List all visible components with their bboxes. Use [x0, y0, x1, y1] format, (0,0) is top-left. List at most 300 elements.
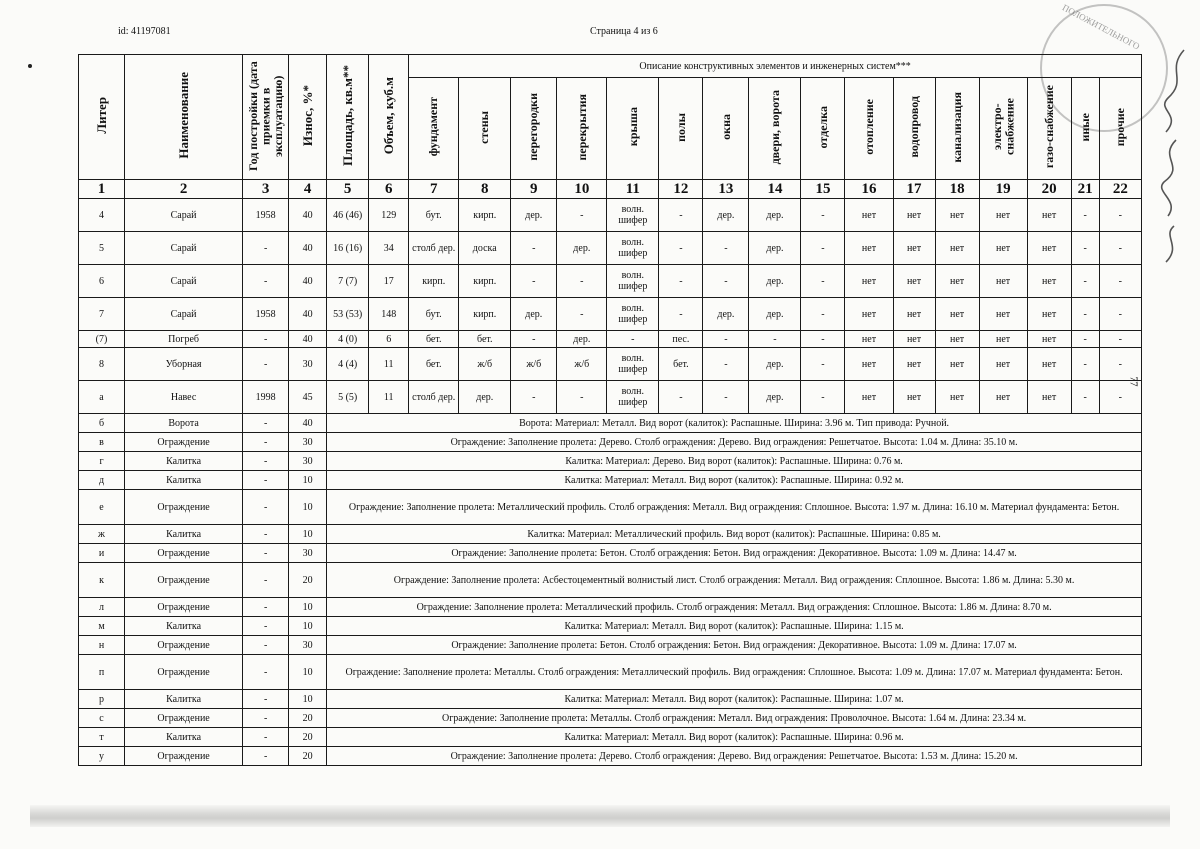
table-cell: -: [1099, 199, 1141, 232]
table-cell: нет: [845, 348, 893, 381]
table-cell: 8: [79, 348, 125, 381]
table-row: [79, 598, 1142, 617]
table-cell: Калитка: [125, 617, 243, 636]
column-number: 15: [801, 180, 845, 199]
col-floors-ceiling: перекрытия: [557, 78, 607, 180]
table-cell: волн. шифер: [607, 232, 659, 265]
table-cell: -: [243, 709, 289, 728]
table-row: [79, 433, 1142, 452]
table-cell: -: [1099, 265, 1141, 298]
table-cell: 10: [289, 617, 327, 636]
table-cell: 5 (5): [327, 381, 369, 414]
description-cell: Калитка: Материал: Металл. Вид ворот (калиток): Распашные. Ширина: 0.96 м.: [327, 728, 1142, 747]
table-cell: -: [243, 414, 289, 433]
table-cell: нет: [935, 298, 979, 331]
col-walls: стены: [459, 78, 511, 180]
col-liter: Литер: [79, 55, 125, 180]
table-cell: (7): [79, 331, 125, 348]
side-page-note: 77: [1127, 376, 1139, 387]
table-cell: -: [659, 381, 703, 414]
table-cell: -: [243, 490, 289, 525]
table-row: [79, 298, 1142, 331]
column-number: 5: [327, 180, 369, 199]
table-cell: кирп.: [459, 265, 511, 298]
table-cell: дер.: [749, 381, 801, 414]
table-cell: 20: [289, 728, 327, 747]
table-cell: ж/б: [557, 348, 607, 381]
column-number: 2: [125, 180, 243, 199]
table-cell: -: [243, 544, 289, 563]
table-cell: -: [243, 433, 289, 452]
table-cell: -: [703, 381, 749, 414]
table-cell: дер.: [749, 199, 801, 232]
description-cell: Калитка: Материал: Металл. Вид ворот (калиток): Распашные. Ширина: 1.15 м.: [327, 617, 1142, 636]
col-misc: прочие: [1099, 78, 1141, 180]
table-cell: -: [243, 728, 289, 747]
table-cell: нет: [893, 331, 935, 348]
table-row: [79, 655, 1142, 690]
table-row: [79, 414, 1142, 433]
column-number: 10: [557, 180, 607, 199]
table-row: [79, 232, 1142, 265]
table-row: [79, 728, 1142, 747]
table-cell: 6: [79, 265, 125, 298]
table-cell: нет: [935, 232, 979, 265]
col-year: Год постройки (дата приемки в эксплуатацию): [243, 55, 289, 180]
table-cell: 40: [289, 414, 327, 433]
table-cell: 30: [289, 636, 327, 655]
table-cell: -: [1099, 232, 1141, 265]
col-gas: газо-снабжение: [1027, 78, 1071, 180]
table-cell: 30: [289, 433, 327, 452]
table-cell: -: [511, 265, 557, 298]
table-cell: бет.: [409, 331, 459, 348]
description-cell: Калитка: Материал: Металлический профиль. Вид ворот (калиток): Распашные. Ширина: 0.85 м.: [327, 525, 1142, 544]
description-cell: Ограждение: Заполнение пролета: Дерево. Столб ограждения: Дерево. Вид ограждения: Решетчатое. Высота: 1.53 м. Длина: 15.20 м.: [327, 747, 1142, 766]
table-cell: нет: [1027, 298, 1071, 331]
table-cell: -: [557, 199, 607, 232]
table-cell: -: [243, 747, 289, 766]
col-roof: крыша: [607, 78, 659, 180]
table-cell: 10: [289, 655, 327, 690]
page-number: Страница 4 из 6: [590, 26, 658, 37]
table-cell: а: [79, 381, 125, 414]
table-cell: нет: [979, 232, 1027, 265]
table-cell: 10: [289, 525, 327, 544]
description-cell: Ограждение: Заполнение пролета: Бетон. Столб ограждения: Бетон. Вид ограждения: Декоративное. Высота: 1.09 м. Длина: 14.47 м.: [327, 544, 1142, 563]
table-cell: в: [79, 433, 125, 452]
table-cell: -: [557, 381, 607, 414]
table-cell: 40: [289, 298, 327, 331]
col-water: водопровод: [893, 78, 935, 180]
table-cell: 40: [289, 265, 327, 298]
table-cell: -: [1099, 298, 1141, 331]
table-cell: нет: [935, 381, 979, 414]
table-cell: Сарай: [125, 199, 243, 232]
inventory-table: [78, 54, 1142, 766]
table-cell: дер.: [459, 381, 511, 414]
column-number: 1: [79, 180, 125, 199]
table-cell: -: [243, 617, 289, 636]
col-other: иные: [1071, 78, 1099, 180]
table-cell: Ворота: [125, 414, 243, 433]
table-cell: 34: [369, 232, 409, 265]
table-cell: ж/б: [511, 348, 557, 381]
table-cell: нет: [893, 199, 935, 232]
table-cell: 45: [289, 381, 327, 414]
table-cell: 11: [369, 381, 409, 414]
table-cell: нет: [935, 348, 979, 381]
col-area: Площадь, кв.м**: [327, 55, 369, 180]
table-cell: 10: [289, 471, 327, 490]
table-row: [79, 747, 1142, 766]
column-number: 7: [409, 180, 459, 199]
table-cell: -: [1071, 381, 1099, 414]
table-cell: 4: [79, 199, 125, 232]
table-row: [79, 636, 1142, 655]
table-cell: -: [243, 265, 289, 298]
table-cell: дер.: [749, 232, 801, 265]
table-cell: л: [79, 598, 125, 617]
column-number: 18: [935, 180, 979, 199]
document-id: id: 41197081: [118, 26, 171, 37]
col-foundation: фундамент: [409, 78, 459, 180]
table-cell: Ограждение: [125, 544, 243, 563]
table-cell: 20: [289, 563, 327, 598]
table-row: [79, 452, 1142, 471]
table-cell: дер.: [511, 199, 557, 232]
table-cell: нет: [1027, 331, 1071, 348]
table-cell: Ограждение: [125, 747, 243, 766]
table-cell: нет: [979, 298, 1027, 331]
table-cell: 40: [289, 232, 327, 265]
description-cell: Ограждение: Заполнение пролета: Металлы. Столб ограждения: Металлический профиль. Вид ограждения: Сплошное. Высота: 1.09 м. Длина: 17.07 м. Материал фундамента: Бетон.: [327, 655, 1142, 690]
table-cell: столб дер.: [409, 381, 459, 414]
table-row: [79, 490, 1142, 525]
table-cell: -: [1099, 348, 1141, 381]
table-row: [79, 617, 1142, 636]
table-row: [79, 709, 1142, 728]
table-cell: -: [1071, 348, 1099, 381]
table-cell: 20: [289, 709, 327, 728]
table-cell: дер.: [749, 348, 801, 381]
table-cell: Калитка: [125, 690, 243, 709]
table-cell: нет: [935, 331, 979, 348]
table-cell: нет: [845, 199, 893, 232]
table-cell: нет: [979, 199, 1027, 232]
table-cell: нет: [893, 265, 935, 298]
description-cell: Калитка: Материал: Металл. Вид ворот (калиток): Распашные. Ширина: 0.92 м.: [327, 471, 1142, 490]
table-cell: -: [243, 563, 289, 598]
table-cell: 10: [289, 690, 327, 709]
table-cell: -: [801, 265, 845, 298]
description-cell: Калитка: Материал: Металл. Вид ворот (калиток): Распашные. Ширина: 1.07 м.: [327, 690, 1142, 709]
column-number: 4: [289, 180, 327, 199]
table-cell: -: [1071, 199, 1099, 232]
column-numbers-row: [79, 180, 1142, 199]
table-cell: нет: [845, 265, 893, 298]
table-cell: -: [703, 232, 749, 265]
table-cell: дер.: [557, 232, 607, 265]
table-cell: -: [703, 331, 749, 348]
scan-dot: [28, 64, 32, 68]
table-cell: 7: [79, 298, 125, 331]
column-number: 6: [369, 180, 409, 199]
column-number: 12: [659, 180, 703, 199]
table-cell: 30: [289, 348, 327, 381]
table-cell: -: [243, 655, 289, 690]
col-sewer: канализация: [935, 78, 979, 180]
table-cell: 4 (0): [327, 331, 369, 348]
table-cell: 1958: [243, 199, 289, 232]
description-cell: Ограждение: Заполнение пролета: Асбестоцементный волнистый лист. Столб ограждения: Металл. Вид ограждения: Сплошное. Высота: 1.86 м. Длина: 5.30 м.: [327, 563, 1142, 598]
table-cell: кирп.: [459, 298, 511, 331]
table-cell: к: [79, 563, 125, 598]
table-cell: у: [79, 747, 125, 766]
table-cell: нет: [979, 265, 1027, 298]
table-cell: -: [1071, 265, 1099, 298]
table-row: [79, 348, 1142, 381]
col-windows: окна: [703, 78, 749, 180]
col-floors: полы: [659, 78, 703, 180]
column-number: 20: [1027, 180, 1071, 199]
table-cell: бет.: [409, 348, 459, 381]
table-cell: и: [79, 544, 125, 563]
table-cell: дер.: [749, 265, 801, 298]
table-cell: Ограждение: [125, 655, 243, 690]
table-cell: 30: [289, 544, 327, 563]
col-wear: Износ, %*: [289, 55, 327, 180]
column-number: 17: [893, 180, 935, 199]
table-cell: -: [557, 298, 607, 331]
table-cell: Ограждение: [125, 709, 243, 728]
table-cell: с: [79, 709, 125, 728]
table-cell: нет: [979, 348, 1027, 381]
table-cell: -: [243, 348, 289, 381]
table-cell: е: [79, 490, 125, 525]
table-cell: -: [243, 471, 289, 490]
table-cell: Уборная: [125, 348, 243, 381]
table-cell: 7 (7): [327, 265, 369, 298]
table-cell: волн. шифер: [607, 348, 659, 381]
table-cell: р: [79, 690, 125, 709]
table-cell: м: [79, 617, 125, 636]
table-row: [79, 265, 1142, 298]
table-cell: -: [511, 232, 557, 265]
table-cell: столб дер.: [409, 232, 459, 265]
col-volume: Объем, куб.м: [369, 55, 409, 180]
table-cell: нет: [893, 232, 935, 265]
table-cell: -: [243, 690, 289, 709]
table-cell: кирп.: [459, 199, 511, 232]
description-cell: Калитка: Материал: Дерево. Вид ворот (калиток): Распашные. Ширина: 0.76 м.: [327, 452, 1142, 471]
table-cell: -: [659, 232, 703, 265]
table-cell: дер.: [703, 199, 749, 232]
col-doors: двери, ворота: [749, 78, 801, 180]
table-cell: г: [79, 452, 125, 471]
table-cell: Навес: [125, 381, 243, 414]
table-cell: бет.: [659, 348, 703, 381]
description-cell: Ограждение: Заполнение пролета: Металлы. Столб ограждения: Металл. Вид ограждения: Проволочное. Высота: 1.64 м. Длина: 23.34 м.: [327, 709, 1142, 728]
table-cell: 40: [289, 199, 327, 232]
table-cell: -: [659, 265, 703, 298]
table-cell: дер.: [557, 331, 607, 348]
table-cell: 30: [289, 452, 327, 471]
handwritten-signature: [1146, 40, 1196, 270]
table-row: [79, 199, 1142, 232]
table-cell: -: [801, 348, 845, 381]
table-cell: -: [1099, 331, 1141, 348]
description-cell: Ворота: Материал: Металл. Вид ворот (калиток): Распашные. Ширина: 3.96 м. Тип привода: Ручной.: [327, 414, 1142, 433]
table-cell: 17: [369, 265, 409, 298]
table-cell: 1998: [243, 381, 289, 414]
table-cell: 11: [369, 348, 409, 381]
table-cell: п: [79, 655, 125, 690]
table-cell: кирп.: [409, 265, 459, 298]
column-number: 13: [703, 180, 749, 199]
table-cell: 1958: [243, 298, 289, 331]
column-number: 22: [1099, 180, 1141, 199]
column-number: 11: [607, 180, 659, 199]
table-cell: Ограждение: [125, 490, 243, 525]
table-cell: Сарай: [125, 298, 243, 331]
description-cell: Ограждение: Заполнение пролета: Металлический профиль. Столб ограждения: Металл. Вид ограждения: Сплошное. Высота: 1.97 м. Длина: 16.10 м. Материал фундамента: Бетон.: [327, 490, 1142, 525]
table-row: [79, 544, 1142, 563]
col-heating: отопление: [845, 78, 893, 180]
table-cell: Калитка: [125, 525, 243, 544]
table-cell: -: [1099, 381, 1141, 414]
table-cell: Ограждение: [125, 598, 243, 617]
description-cell: Ограждение: Заполнение пролета: Дерево. Столб ограждения: Дерево. Вид ограждения: Решетчатое. Высота: 1.04 м. Длина: 35.10 м.: [327, 433, 1142, 452]
table-cell: нет: [979, 381, 1027, 414]
table-cell: нет: [1027, 381, 1071, 414]
table-cell: нет: [935, 199, 979, 232]
table-cell: -: [243, 525, 289, 544]
scan-artifact-bar: [30, 805, 1170, 827]
table-cell: волн. шифер: [607, 199, 659, 232]
table-cell: 40: [289, 331, 327, 348]
table-cell: ж/б: [459, 348, 511, 381]
col-electric: электро-снабжение: [979, 78, 1027, 180]
table-cell: бут.: [409, 199, 459, 232]
table-row: [79, 690, 1142, 709]
table-cell: 20: [289, 747, 327, 766]
table-cell: Сарай: [125, 265, 243, 298]
table-cell: 129: [369, 199, 409, 232]
table-cell: -: [749, 331, 801, 348]
table-cell: Сарай: [125, 232, 243, 265]
col-finish: отделка: [801, 78, 845, 180]
table-cell: -: [243, 452, 289, 471]
table-cell: -: [511, 331, 557, 348]
table-cell: 10: [289, 598, 327, 617]
table-row: [79, 525, 1142, 544]
column-number: 19: [979, 180, 1027, 199]
table-cell: нет: [935, 265, 979, 298]
table-cell: 16 (16): [327, 232, 369, 265]
table-cell: нет: [845, 381, 893, 414]
table-cell: волн. шифер: [607, 381, 659, 414]
table-cell: нет: [1027, 199, 1071, 232]
table-cell: -: [659, 199, 703, 232]
table-cell: т: [79, 728, 125, 747]
table-cell: 53 (53): [327, 298, 369, 331]
table-cell: нет: [1027, 265, 1071, 298]
table-cell: -: [1071, 232, 1099, 265]
table-cell: -: [801, 298, 845, 331]
column-number: 14: [749, 180, 801, 199]
table-cell: -: [801, 381, 845, 414]
table-row: [79, 331, 1142, 348]
table-cell: доска: [459, 232, 511, 265]
table-cell: Ограждение: [125, 563, 243, 598]
description-cell: Ограждение: Заполнение пролета: Бетон. Столб ограждения: Бетон. Вид ограждения: Декоративное. Высота: 1.09 м. Длина: 17.07 м.: [327, 636, 1142, 655]
table-cell: Ограждение: [125, 433, 243, 452]
table-cell: -: [659, 298, 703, 331]
table-cell: -: [703, 348, 749, 381]
table-cell: 46 (46): [327, 199, 369, 232]
table-cell: Ограждение: [125, 636, 243, 655]
table-row: [79, 381, 1142, 414]
table-cell: нет: [845, 232, 893, 265]
table-cell: дер.: [511, 298, 557, 331]
table-cell: -: [607, 331, 659, 348]
table-cell: Калитка: [125, 728, 243, 747]
table-cell: 4 (4): [327, 348, 369, 381]
table-cell: нет: [893, 381, 935, 414]
col-partitions: перегородки: [511, 78, 557, 180]
table-cell: д: [79, 471, 125, 490]
table-cell: -: [801, 199, 845, 232]
table-cell: -: [801, 331, 845, 348]
table-cell: -: [1071, 331, 1099, 348]
stamp-text: ПОЛОЖИТЕЛЬНОГО: [1060, 2, 1142, 52]
table-cell: нет: [845, 331, 893, 348]
table-cell: волн. шифер: [607, 265, 659, 298]
table-cell: -: [703, 265, 749, 298]
table-cell: -: [557, 265, 607, 298]
table-cell: -: [243, 232, 289, 265]
table-cell: Калитка: [125, 471, 243, 490]
table-row: [79, 563, 1142, 598]
column-number: 8: [459, 180, 511, 199]
column-number: 9: [511, 180, 557, 199]
table-cell: -: [243, 598, 289, 617]
table-cell: пес.: [659, 331, 703, 348]
group-title: Описание конструктивных элементов и инженерных систем***: [409, 55, 1142, 78]
table-cell: -: [243, 636, 289, 655]
table-cell: бут.: [409, 298, 459, 331]
table-cell: нет: [893, 298, 935, 331]
table-cell: нет: [979, 331, 1027, 348]
table-cell: нет: [893, 348, 935, 381]
table-cell: 148: [369, 298, 409, 331]
description-cell: Ограждение: Заполнение пролета: Металлический профиль. Столб ограждения: Металл. Вид ограждения: Сплошное. Высота: 1.86 м. Длина: 8.70 м.: [327, 598, 1142, 617]
table-cell: дер.: [749, 298, 801, 331]
column-number: 16: [845, 180, 893, 199]
column-number: 21: [1071, 180, 1099, 199]
table-cell: 6: [369, 331, 409, 348]
table-cell: нет: [1027, 232, 1071, 265]
table-cell: нет: [1027, 348, 1071, 381]
table-cell: бет.: [459, 331, 511, 348]
table-cell: Калитка: [125, 452, 243, 471]
table-cell: 10: [289, 490, 327, 525]
table-cell: 5: [79, 232, 125, 265]
table-cell: -: [1071, 298, 1099, 331]
column-number: 3: [243, 180, 289, 199]
table-cell: -: [243, 331, 289, 348]
